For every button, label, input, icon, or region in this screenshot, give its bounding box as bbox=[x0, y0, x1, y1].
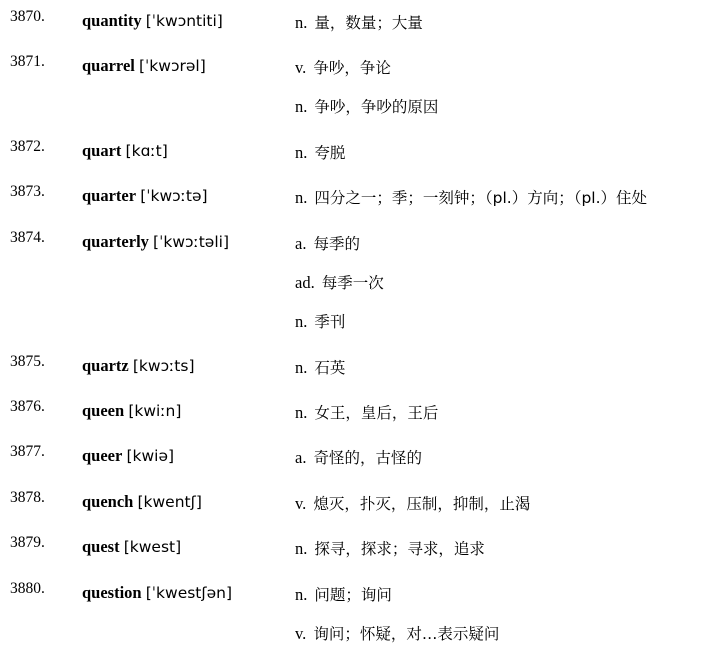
headword-text: queen bbox=[82, 401, 125, 420]
headword bbox=[82, 583, 232, 603]
definition: 季刊 bbox=[314, 313, 346, 331]
part-of-speech: v. bbox=[295, 494, 307, 513]
pronunciation: [ˈkwɔrəl] bbox=[139, 57, 206, 75]
sense-row bbox=[295, 583, 392, 605]
part-of-speech: n. bbox=[295, 97, 308, 116]
headword-text: quarrel bbox=[82, 56, 135, 75]
sense-row bbox=[295, 446, 422, 468]
headword-text: quartz bbox=[82, 356, 129, 375]
headword bbox=[82, 56, 206, 76]
headword bbox=[82, 446, 174, 466]
headword bbox=[82, 11, 223, 31]
entry-number: 3878. bbox=[10, 489, 45, 506]
pronunciation: [kwiə] bbox=[126, 447, 175, 465]
definition: 量，数量；大量 bbox=[314, 14, 423, 32]
definition: 夸脱 bbox=[314, 144, 346, 162]
sense-row bbox=[295, 401, 438, 423]
entry-number: 3875. bbox=[10, 353, 45, 370]
headword-text: queer bbox=[82, 446, 123, 465]
entry-number: 3874. bbox=[10, 229, 45, 246]
headword-text: quantity bbox=[82, 11, 142, 30]
entry-number: 3877. bbox=[10, 443, 45, 460]
sense-row bbox=[295, 186, 647, 208]
headword bbox=[82, 356, 195, 376]
headword bbox=[82, 186, 208, 206]
sense-row bbox=[295, 232, 360, 254]
definition: 石英 bbox=[314, 359, 346, 377]
sense-row bbox=[295, 271, 384, 293]
headword bbox=[82, 232, 229, 252]
sense-row bbox=[295, 537, 485, 559]
definition: 熄灭，扑灭，压制，抑制，止渴 bbox=[313, 495, 531, 513]
entry-number: 3870. bbox=[10, 8, 45, 25]
sense-row bbox=[295, 310, 345, 332]
pronunciation: [kɑːt] bbox=[125, 142, 168, 160]
headword bbox=[82, 492, 202, 512]
sense-row bbox=[295, 356, 345, 378]
headword-text: quench bbox=[82, 492, 134, 511]
definition: 四分之一；季；一刻钟；（pl.）方向；（pl.）住处 bbox=[314, 189, 648, 207]
pronunciation: [kwest] bbox=[123, 538, 182, 556]
pronunciation: [kwiːn] bbox=[128, 402, 182, 420]
headword bbox=[82, 537, 181, 557]
entry-number: 3872. bbox=[10, 138, 45, 155]
sense-row bbox=[295, 95, 438, 117]
definition: 争吵，争吵的原因 bbox=[314, 98, 439, 116]
pronunciation: [ˈkwestʃən] bbox=[145, 584, 232, 602]
part-of-speech: n. bbox=[295, 188, 308, 207]
definition: 争吵，争论 bbox=[313, 59, 391, 77]
headword-text: question bbox=[82, 583, 142, 602]
definition: 每季一次 bbox=[321, 274, 384, 292]
pronunciation: [ˈkwɔntiti] bbox=[145, 12, 223, 30]
sense-row bbox=[295, 622, 499, 644]
part-of-speech: n. bbox=[295, 13, 308, 32]
headword bbox=[82, 401, 181, 421]
definition: 询问；怀疑，对…表示疑问 bbox=[313, 625, 500, 643]
definition: 探寻，探求；寻求，追求 bbox=[314, 540, 485, 558]
definition: 问题；询问 bbox=[314, 586, 392, 604]
part-of-speech: n. bbox=[295, 585, 308, 604]
definition: 奇怪的，古怪的 bbox=[313, 449, 422, 467]
definition: 女王，皇后，王后 bbox=[314, 404, 439, 422]
part-of-speech: ad. bbox=[295, 273, 315, 292]
definition: 每季的 bbox=[313, 235, 360, 253]
entry-number: 3873. bbox=[10, 183, 45, 200]
headword-text: quarterly bbox=[82, 232, 149, 251]
entry-number: 3879. bbox=[10, 534, 45, 551]
part-of-speech: v. bbox=[295, 58, 307, 77]
entry-number: 3871. bbox=[10, 53, 45, 70]
headword-text: quarter bbox=[82, 186, 137, 205]
part-of-speech: n. bbox=[295, 403, 308, 422]
sense-row bbox=[295, 56, 391, 78]
pronunciation: [ˈkwɔːtəli] bbox=[153, 233, 230, 251]
headword bbox=[82, 141, 168, 161]
sense-row bbox=[295, 492, 530, 514]
pronunciation: [ˈkwɔːtə] bbox=[140, 187, 208, 205]
pronunciation: [kwentʃ] bbox=[137, 493, 202, 511]
headword-text: quest bbox=[82, 537, 120, 556]
entry-number: 3876. bbox=[10, 398, 45, 415]
part-of-speech: a. bbox=[295, 448, 307, 467]
part-of-speech: n. bbox=[295, 312, 308, 331]
part-of-speech: n. bbox=[295, 358, 308, 377]
part-of-speech: v. bbox=[295, 624, 307, 643]
part-of-speech: n. bbox=[295, 143, 308, 162]
sense-row bbox=[295, 141, 345, 163]
part-of-speech: a. bbox=[295, 234, 307, 253]
entry-number: 3880. bbox=[10, 580, 45, 597]
part-of-speech: n. bbox=[295, 539, 308, 558]
pronunciation: [kwɔːts] bbox=[132, 357, 195, 375]
sense-row bbox=[295, 11, 423, 33]
headword-text: quart bbox=[82, 141, 122, 160]
